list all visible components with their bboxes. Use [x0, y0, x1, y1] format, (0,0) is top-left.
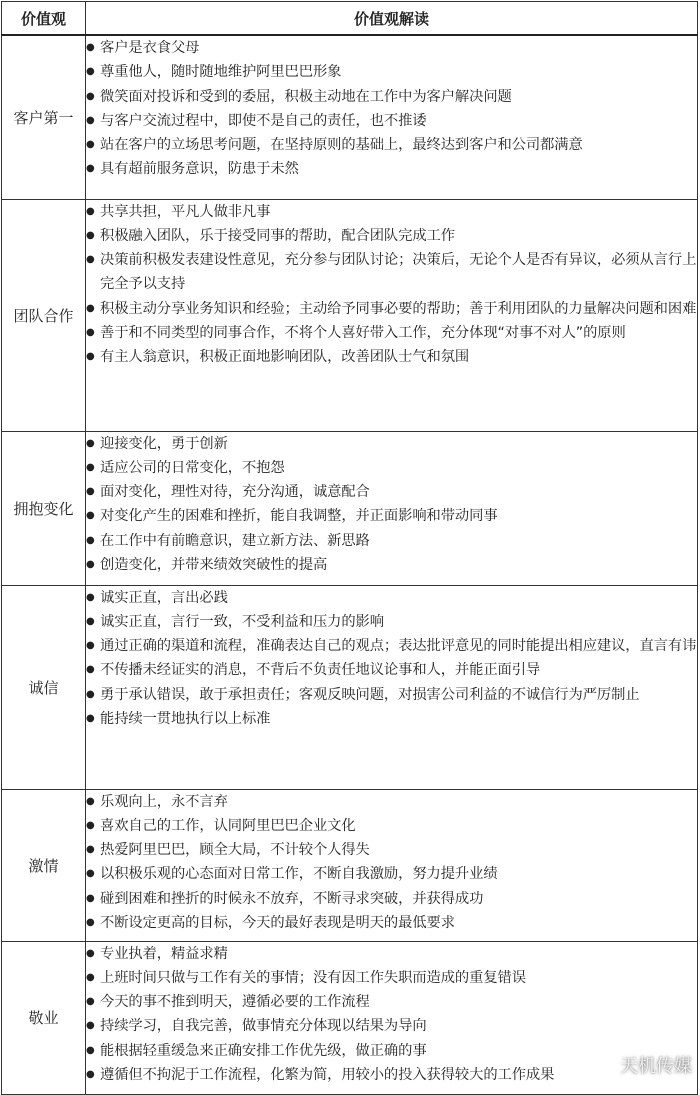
- table-row: [2, 789, 698, 941]
- list-item: ● 面对变化，理性对待，充分沟通，诚意配合: [86, 480, 697, 504]
- list-item: ● 站在客户的立场思考问题，在坚持原则的基础上，最终达到客户和公司都满意: [86, 133, 697, 157]
- list-item: ● 不断设定更高的目标，今天的最好表现是明天的最低要求: [86, 911, 697, 935]
- list-item: ● 碰到困难和挫折的时候永不放弃，不断寻求突破，并获得成功: [86, 887, 697, 911]
- value-name: 团队合作: [2, 199, 86, 431]
- list-item: ● 乐观向上，永不言弃: [86, 790, 697, 814]
- list-item: ● 专业执着，精益求精: [86, 942, 697, 966]
- watermark-text: 天机传媒: [620, 1056, 692, 1077]
- value-name: 激情: [2, 789, 86, 941]
- list-item: ● 创造变化，并带来绩效突破性的提高: [86, 553, 697, 577]
- list-item: ● 上班时间只做与工作有关的事情；没有因工作失职而造成的重复错误: [86, 966, 697, 990]
- bullet-list: [86, 200, 697, 370]
- bullet-list: [86, 942, 697, 1088]
- bullet-list: [86, 790, 697, 936]
- list-item: ● 不传播未经证实的消息，不背后不负责任地议论事和人，并能正面引导: [86, 658, 697, 682]
- bullet-list: [86, 586, 697, 732]
- list-item: ● 诚实正直，言行一致，不受利益和压力的影响: [86, 610, 697, 634]
- list-item: ● 善于和不同类型的同事合作，不将个人喜好带入工作，充分体现“对事不对人”的原则: [86, 321, 697, 345]
- list-item: ● 能持续一贯地执行以上标准: [86, 707, 697, 731]
- list-item: ● 与客户交流过程中，即使不是自己的责任，也不推诿: [86, 109, 697, 133]
- list-item: ● 以积极乐观的心态面对日常工作，不断自我激励，努力提升业绩: [86, 862, 697, 886]
- value-interpretation-cell: [86, 941, 698, 1094]
- bullet-list: [86, 36, 697, 182]
- values-table: [1, 1, 698, 1095]
- table-header-row: [2, 2, 698, 36]
- list-item: ● 决策前积极发表建设性意见，充分参与团队讨论；决策后，无论个人是否有异议，必须从言行上完全予以支持: [86, 248, 697, 297]
- list-item: ● 诚实正直，言出必践: [86, 586, 697, 610]
- list-item: ● 适应公司的日常变化，不抱怨: [86, 456, 697, 480]
- list-item: ● 热爱阿里巴巴，顾全大局，不计较个人得失: [86, 838, 697, 862]
- value-interpretation-cell: [86, 431, 698, 585]
- list-item: ● 喜欢自己的工作，认同阿里巴巴企业文化: [86, 814, 697, 838]
- list-item: ● 有主人翁意识，积极正面地影响团队，改善团队士气和氛围: [86, 345, 697, 369]
- list-item: ● 通过正确的渠道和流程，准确表达自己的观点；表达批评意见的同时能提出相应建议，直言有讳: [86, 634, 697, 658]
- list-item: ● 客户是衣食父母: [86, 36, 697, 60]
- table-row: [2, 941, 698, 1094]
- list-item: ● 持续学习，自我完善，做事情充分体现以结果为导向: [86, 1014, 697, 1038]
- list-item: ● 勇于承认错误，敢于承担责任；客观反映问题，对损害公司利益的不诚信行为严厉制止: [86, 683, 697, 707]
- list-item: ● 具有超前服务意识，防患于未然: [86, 157, 697, 181]
- table-row: [2, 431, 698, 585]
- value-name: 拥抱变化: [2, 431, 86, 585]
- list-item: ● 今天的事不推到明天，遵循必要的工作流程: [86, 990, 697, 1014]
- header-values: 价值观: [2, 2, 86, 36]
- list-item: ● 微笑面对投诉和受到的委屈，积极主动地在工作中为客户解决问题: [86, 85, 697, 109]
- value-name: 敬业: [2, 941, 86, 1094]
- list-item: ● 积极融入团队，乐于接受同事的帮助，配合团队完成工作: [86, 224, 697, 248]
- value-name: 客户第一: [2, 35, 86, 199]
- list-item: ● 共享共担，平凡人做非凡事: [86, 200, 697, 224]
- list-item: ● 尊重他人，随时随地维护阿里巴巴形象: [86, 60, 697, 84]
- value-name: 诚信: [2, 585, 86, 789]
- value-interpretation-cell: [86, 35, 698, 199]
- value-interpretation-cell: [86, 585, 698, 789]
- bullet-list: [86, 432, 697, 578]
- list-item: ● 积极主动分享业务知识和经验；主动给予同事必要的帮助；善于利用团队的力量解决问题和困难: [86, 297, 697, 321]
- header-interpretation: 价值观解读: [86, 2, 698, 36]
- table-row: [2, 585, 698, 789]
- list-item: ● 在工作中有前瞻意识，建立新方法、新思路: [86, 529, 697, 553]
- table-row: [2, 35, 698, 199]
- value-interpretation-cell: [86, 789, 698, 941]
- list-item: ● 对变化产生的困难和挫折，能自我调整，并正面影响和带动同事: [86, 504, 697, 528]
- list-item: ● 能根据轻重缓急来正确安排工作优先级，做正确的事: [86, 1039, 697, 1063]
- value-interpretation-cell: [86, 199, 698, 431]
- list-item: ● 迎接变化，勇于创新: [86, 432, 697, 456]
- table-row: [2, 199, 698, 431]
- list-item: ● 遵循但不拘泥于工作流程，化繁为简，用较小的投入获得较大的工作成果: [86, 1063, 697, 1087]
